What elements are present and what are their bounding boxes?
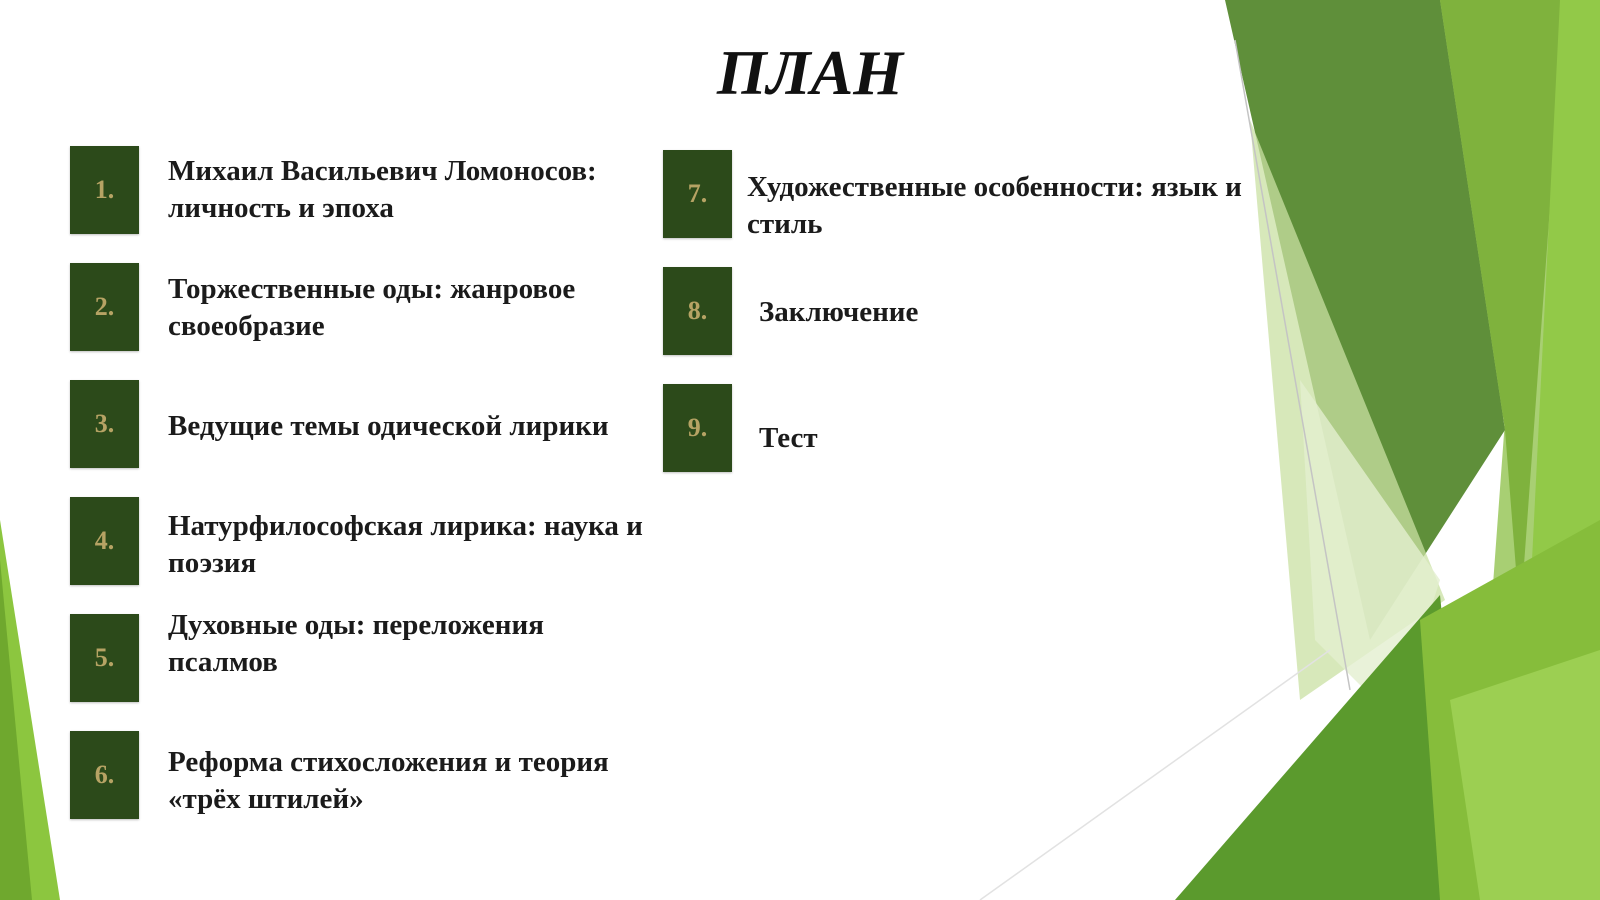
item-label: Торжественные оды: жанровое своеобразие [168,273,576,342]
item-number-box: 3. [70,380,139,468]
item-number-box: 5. [70,614,139,702]
item-number-box: 6. [70,731,139,819]
item-number-box: 2. [70,263,139,351]
item-number-box: 4. [70,497,139,585]
item-label: Натурфилософская лирика: наука и поэзия [168,510,643,579]
item-label: Михаил Васильевич Ломоносов: личность и эпоха [168,155,597,224]
item-label: Заключение [759,295,919,328]
item-label: Ведущие темы одической лирики [168,409,609,442]
slide-title: ПЛАН [716,37,904,108]
item-number-box: 1. [70,146,139,234]
item-label: Реформа стихосложения и теория «трёх штилей» [168,746,609,815]
item-label: Тест [759,421,818,454]
item-label: Художественные особенности: язык и стиль [747,171,1242,240]
item-number-box: 9. [663,384,732,472]
item-number-box: 7. [663,150,732,238]
item-label: Духовные оды: переложения псалмов [168,609,544,678]
item-number-box: 8. [663,267,732,355]
